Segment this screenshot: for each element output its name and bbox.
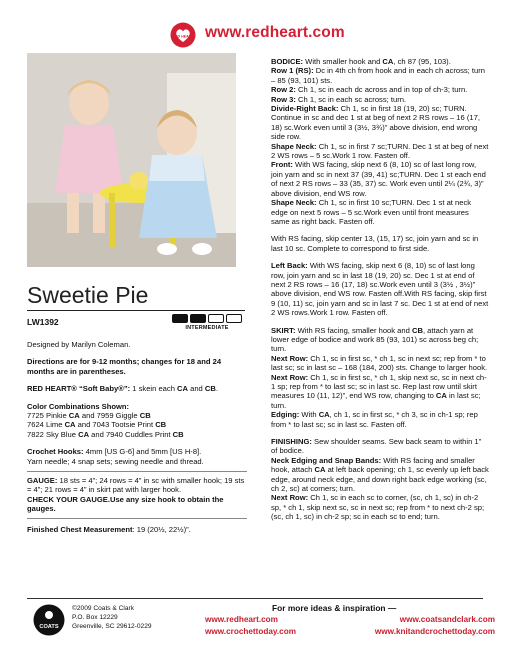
skill-level-segment: [226, 314, 242, 323]
rs-facing-note: With RS facing, skip center 13, (15, 17) sc, join yarn and sc in last 10 sc. Complete to correspond to first side.: [271, 234, 479, 253]
more-ideas-heading: For more ideas & inspiration —: [272, 603, 397, 613]
left-column: [27, 340, 247, 542]
pattern-title: Sweetie Pie: [27, 282, 149, 308]
page-header: [0, 20, 510, 50]
footer-links: [205, 614, 495, 638]
skill-level-segment: [190, 314, 206, 323]
skill-level-segment: [172, 314, 188, 323]
footer-link-redheart[interactable]: www.redheart.com: [205, 615, 278, 624]
footer-divider: [27, 598, 483, 599]
combo-line: 7822 Sky Blue CA and 7940 Cuddles Print CB: [27, 429, 184, 439]
hooks-and-notions: Crochet Hooks: 4mm [US G-6] and 5mm [US H-8]. Yarn needle; 4 snap sets; sewing needle and thread.: [27, 447, 204, 466]
title-divider: [27, 310, 245, 311]
gauge-info: GAUGE: 18 sts = 4”; 24 rows = 4” in sc with smaller hook; 19 sts = 4”; 21 rows = 4” in skirt pat with larger hook. CHECK YOUR GAUGE.Use any size hook to obtain the gauges.: [27, 476, 245, 514]
color-combinations: Color Combinations Shown: 7725 Pinkie CA and 7959 Giggle CB 7624 Lime CA and 7043 Tootsie Print CB 7822 Sky Blue CA and 7940 Cuddles Print CB: [27, 401, 184, 439]
skill-level-label: INTERMEDIATE: [185, 325, 229, 331]
footer-link-knitandcrochettoday[interactable]: www.knitandcrochettoday.com: [374, 627, 495, 636]
skirt-instructions: SKIRT: With RS facing, smaller hook and CB, attach yarn at lower edge of bodice and work 85 (93, 101) sc across beg ch; turn. Next Row: Ch 1, sc in first sc, * ch 1, sc in next sc; rep from * to last sc; sc in last sc – 168 (184, 200) sts. Change to larger hook. Next Row: Ch 1, sc in first sc, * ch 1, skip next sc, sc in next ch-1 sp; rep from * to last sc; sc in last sc. Rep last row until skirt measures 10 (11, 12)”, end WS row, changing to CA in last sc; turn. Edging: With CA, ch 1, sc in first sc, * ch 3, sc in ch-1 sp; rep from * to last sc; sc in last sc. Fasten off.: [271, 325, 488, 429]
bodice-instructions: BODICE: With smaller hook and CA, ch 87 (95, 103). Row 1 (RS): Dc in 4th ch from hook and in each ch across; turn – 85 (93, 101) sts. Row 2: Ch 1, sc in each dc across and in top of ch-3; turn. Row 3: Ch 1, sc in each sc across; turn. Divide-Right Back: Ch 1, sc in first 18 (19, 20) sc; TURN. Continue in sc and dec 1 st at beg of next 2 RS rows – 16 (17, 18) sc.Work even until 3 (3½, 3¾)” above division, end wrong side row. Shape Neck: Ch 1, sc in first 7 sc;TURN. Dec 1 st at beg of next 2 WS rows – 5 sc.Work 1 row. Fasten off. Front: With WS facing, skip next 6 (8, 10) sc of last long row, join yarn and sc in next 37 (39, 41) sc;TURN. Dec 1 st each end of next 2 RS rows – 33 (35, 37) sc. Work even until 2¼ (2¾, 3)” above division, end WS row. Shape Neck: Ch 1, sc in first 10 sc;TURN. Dec 1 st at neck edge on next 5 rows – 5 sc.Work even until front measures same as right back. Fasten off.: [271, 57, 489, 226]
right-column: [271, 57, 489, 530]
skill-level-segment: [208, 314, 224, 323]
designer-credit: Designed by Marilyn Coleman.: [27, 340, 131, 349]
skill-level-indicator: [172, 314, 242, 331]
svg-text:RED HEART: RED HEART: [172, 34, 194, 39]
footer-link-coatsandclark[interactable]: www.coatsandclark.com: [399, 615, 495, 624]
footer-link-crochettoday[interactable]: www.crochettoday.com: [205, 627, 296, 636]
coats-logo-icon: [33, 604, 65, 636]
chest-measurement: Finished Chest Measurement: 19 (20½, 22½)”.: [27, 524, 191, 534]
finishing-instructions: FINISHING: Sew shoulder seams. Sew back seam to within 1” of bodice. Neck Edging and Snap Bands: With RS facing and smaller hook, attach CA at left back opening; ch 1, sc evenly up left back edge, around neck edge, and down right back edge working (sc, ch 2, sc) at corners; turn. Next Row: Ch 1, sc in each sc to corner, (sc, ch 1, sc) in ch-2 sp, * ch 1, skip next sc, sc in next sc; rep from * to next ch-2 sp; (sc, ch 1, sc) in ch-2 sp; sc in each sc to end; turn.: [271, 437, 489, 522]
copyright-block: ©2009 Coats & Clark P.O. Box 12229 Greenville, SC 29612-0229: [72, 605, 152, 630]
size-note: Directions are for 9-12 months; changes for 18 and 24 months are in parentheses.: [27, 357, 222, 376]
combo-line: 7624 Lime CA and 7043 Tootsie Print CB: [27, 420, 167, 430]
gauge-divider-top: [27, 471, 247, 472]
yarn-requirement: RED HEART® “Soft Baby®”: 1 skein each CA and CB.: [27, 384, 218, 394]
pattern-code: LW1392: [27, 317, 59, 327]
skill-level-bars: [172, 314, 242, 323]
gauge-divider-bottom: [27, 518, 247, 519]
product-photo: [27, 53, 236, 267]
left-back-instructions: Left Back: With WS facing, skip next 6 (8, 10) sc of last long row, join yarn and sc in last 18 (19, 20) sc. Dec 1 st at end of next 2 RS rows – 16 (17, 18) sc.Work even until 3 (3½ , 3½)” above division, end WS row. Fasten off.With RS facing, skip first 9 (10, 11) sc, join yarn and sc in last 7 sc. Dec 1 st at end of next 2 WS rows.Work 1 row. Fasten off.: [271, 261, 489, 318]
site-url-link[interactable]: www.redheart.com: [205, 24, 345, 41]
combo-line: 7725 Pinkie CA and 7959 Giggle CB: [27, 411, 151, 421]
svg-text:COATS: COATS: [39, 624, 59, 630]
red-heart-logo-icon: [170, 22, 196, 48]
